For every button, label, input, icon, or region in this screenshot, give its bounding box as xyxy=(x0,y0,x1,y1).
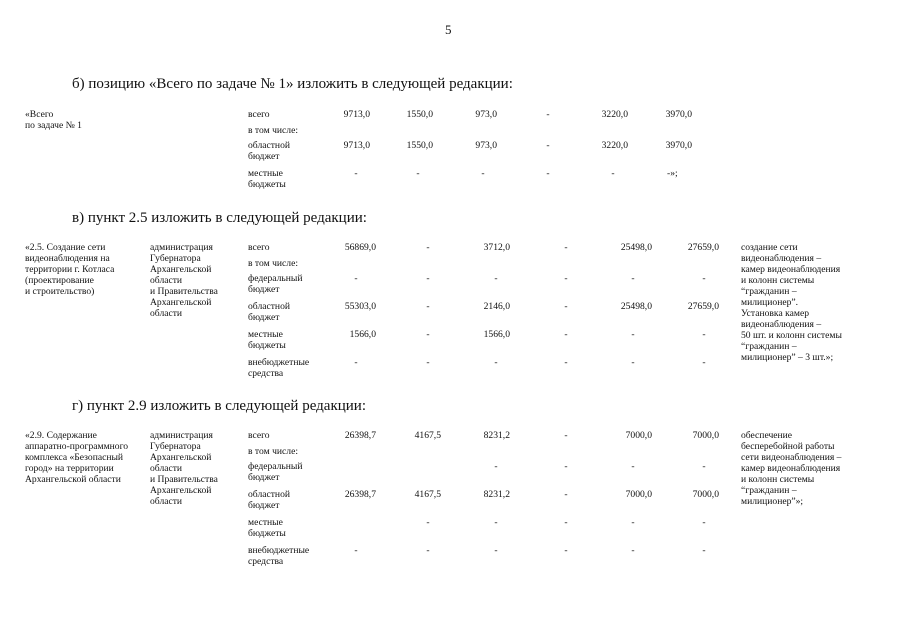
section-g-row-label: федеральный бюджет xyxy=(248,461,303,483)
section-v-result: создание сети видеонаблюдения – камер видеонаблюдения и колонн системы “гражданин – милиционер”. Установка камер видеонаблюдения – 50 шт. и колонн системы “гражданин – милиционер” – 3 шт.»; xyxy=(741,242,842,363)
section-v-row-label: в том числе: xyxy=(248,258,299,269)
section-v-row-label: всего xyxy=(248,242,270,253)
section-b-value: 3220,0 xyxy=(601,109,628,120)
section-g-row-label: местные бюджеты xyxy=(248,517,286,539)
section-b-value: - xyxy=(546,140,550,151)
section-v-value: 27659,0 xyxy=(687,301,719,312)
section-g-value: - xyxy=(494,517,498,528)
section-g-value: - xyxy=(564,489,568,500)
section-v-value: - xyxy=(494,357,498,368)
section-b-value: -»; xyxy=(667,168,678,179)
section-g-value: 4167,5 xyxy=(414,489,441,500)
section-b-value: - xyxy=(611,168,615,179)
section-v-value: 3712,0 xyxy=(483,242,510,253)
section-v-value: - xyxy=(631,273,635,284)
section-b-row-label: в том числе: xyxy=(248,125,299,136)
section-v-value: 1566,0 xyxy=(483,329,510,340)
section-g-value: 7000,0 xyxy=(625,430,652,441)
section-g-value: - xyxy=(631,461,635,472)
section-g-value: - xyxy=(494,461,498,472)
section-g-row-label: всего xyxy=(248,430,270,441)
section-g-result: обеспечение бесперебойной работы сети видеонаблюдения – камер видеонаблюдения и колонн системы “гражданин – милиционер”»; xyxy=(741,430,842,507)
section-v-value: - xyxy=(702,329,706,340)
section-g-row-label: внебюджетные средства xyxy=(248,545,310,567)
section-v-value: 1566,0 xyxy=(349,329,376,340)
section-b-item: «Всего по задаче № 1 xyxy=(25,109,82,131)
section-v-row-label: областной бюджет xyxy=(248,301,291,323)
section-b-value: 973,0 xyxy=(475,140,497,151)
section-b-heading: б) позицию «Всего по задаче № 1» изложить в следующей редакции: xyxy=(72,76,513,92)
section-v-value: 55303,0 xyxy=(344,301,376,312)
section-g-value: 7000,0 xyxy=(625,489,652,500)
section-b-row-label: местные бюджеты xyxy=(248,168,286,190)
section-v-value: - xyxy=(426,301,430,312)
section-v-value: 2146,0 xyxy=(483,301,510,312)
section-g-value: - xyxy=(702,545,706,556)
section-g-row-label: областной бюджет xyxy=(248,489,291,511)
section-b-value: - xyxy=(546,109,550,120)
section-v-row-label: федеральный бюджет xyxy=(248,273,303,295)
section-v-value: - xyxy=(702,357,706,368)
section-g-value: 26398,7 xyxy=(344,430,376,441)
section-b-value: - xyxy=(354,168,358,179)
section-b-value: 9713,0 xyxy=(343,140,370,151)
section-b-value: - xyxy=(546,168,550,179)
section-g-value: - xyxy=(354,545,358,556)
section-g-row-label: в том числе: xyxy=(248,446,299,457)
section-g-value: 4167,5 xyxy=(414,430,441,441)
section-g-value: 8231,2 xyxy=(483,430,510,441)
section-g-value: - xyxy=(631,545,635,556)
section-g-value: - xyxy=(564,461,568,472)
section-g-value: - xyxy=(564,430,568,441)
section-v-value: - xyxy=(564,357,568,368)
section-g-value: - xyxy=(426,517,430,528)
section-v-row-label: местные бюджеты xyxy=(248,329,286,351)
section-v-executor: администрация Губернатора Архангельской области и Правительства Архангельской области xyxy=(150,242,218,319)
section-v-item: «2.5. Создание сети видеонаблюдения на территории г. Котласа (проектирование и строительство) xyxy=(25,242,115,297)
section-v-value: - xyxy=(631,357,635,368)
section-v-value: 27659,0 xyxy=(687,242,719,253)
section-v-value: - xyxy=(631,329,635,340)
section-v-value: - xyxy=(564,301,568,312)
section-b-value: 1550,0 xyxy=(406,140,433,151)
section-v-value: - xyxy=(564,242,568,253)
section-v-value: 25498,0 xyxy=(620,242,652,253)
section-v-value: 25498,0 xyxy=(620,301,652,312)
section-v-value: - xyxy=(564,273,568,284)
section-g-value: - xyxy=(702,517,706,528)
section-v-value: - xyxy=(702,273,706,284)
section-v-value: - xyxy=(426,329,430,340)
section-g-value: - xyxy=(631,517,635,528)
section-b-row-label: областной бюджет xyxy=(248,140,291,162)
section-g-value: 26398,7 xyxy=(344,489,376,500)
section-v-value: 56869,0 xyxy=(344,242,376,253)
section-b-value: 3970,0 xyxy=(665,109,692,120)
section-v-value: - xyxy=(354,357,358,368)
section-v-value: - xyxy=(564,329,568,340)
section-v-value: - xyxy=(426,273,430,284)
section-b-value: 9713,0 xyxy=(343,109,370,120)
page-number: 5 xyxy=(445,22,452,37)
section-v-value: - xyxy=(494,273,498,284)
section-g-value: - xyxy=(564,545,568,556)
section-g-value: 7000,0 xyxy=(692,489,719,500)
section-g-value: 7000,0 xyxy=(692,430,719,441)
section-v-row-label: внебюджетные средства xyxy=(248,357,310,379)
section-v-value: - xyxy=(354,273,358,284)
section-b-value: 3220,0 xyxy=(601,140,628,151)
section-g-value: 8231,2 xyxy=(483,489,510,500)
section-g-value: - xyxy=(702,461,706,472)
section-b-value: - xyxy=(416,168,420,179)
section-g-item: «2.9. Содержание аппаратно-программного комплекса «Безопасный город» на территории Архангельской области xyxy=(25,430,129,485)
section-g-executor: администрация Губернатора Архангельской области и Правительства Архангельской области xyxy=(150,430,218,507)
section-v-value: - xyxy=(426,242,430,253)
section-g-heading: г) пункт 2.9 изложить в следующей редакции: xyxy=(72,398,366,414)
section-b-value: 3970,0 xyxy=(665,140,692,151)
section-b-value: 973,0 xyxy=(475,109,497,120)
section-b-row-label: всего xyxy=(248,109,270,120)
section-v-value: - xyxy=(426,357,430,368)
section-g-value: - xyxy=(564,517,568,528)
section-g-value: - xyxy=(494,545,498,556)
section-v-heading: в) пункт 2.5 изложить в следующей редакции: xyxy=(72,210,367,226)
section-b-value: - xyxy=(481,168,485,179)
section-g-value: - xyxy=(426,545,430,556)
section-b-value: 1550,0 xyxy=(406,109,433,120)
